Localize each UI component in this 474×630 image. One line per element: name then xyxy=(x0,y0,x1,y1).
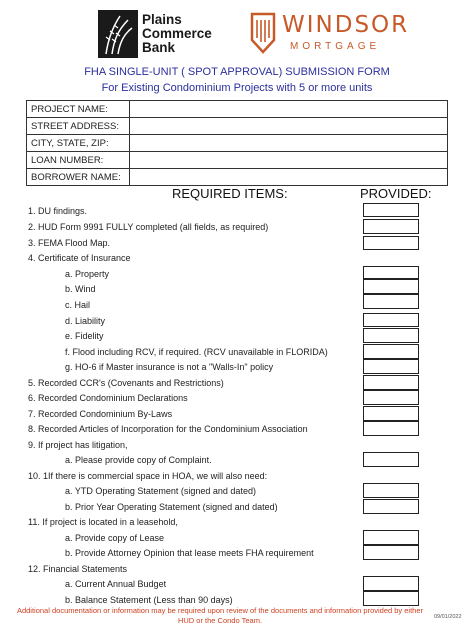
provided-box-8[interactable] xyxy=(363,421,419,436)
item-12b: b. Balance Statement (Less than 90 days) xyxy=(65,595,233,605)
street-address-field[interactable] xyxy=(130,118,448,135)
provided-box-4b[interactable] xyxy=(363,278,419,294)
item-10a: a. YTD Operating Statement (signed and dated) xyxy=(65,486,256,496)
logo-line: Commerce xyxy=(142,26,212,41)
item-12a: a. Current Annual Budget xyxy=(65,579,167,589)
item-11: 11. If project is located in a leasehold, xyxy=(28,517,178,527)
header-logos xyxy=(0,8,474,60)
provided-box-12a[interactable] xyxy=(363,576,419,591)
item-4e: e. Fidelity xyxy=(65,331,104,341)
item-9a: a. Please provide copy of Complaint. xyxy=(65,455,212,465)
item-4a: a. Property xyxy=(65,269,110,279)
item-8: 8. Recorded Articles of Incorporation for the Condominium Association xyxy=(28,424,308,434)
loan-number-field[interactable] xyxy=(130,152,448,169)
project-name-field[interactable] xyxy=(130,101,448,118)
item-12: 12. Financial Statements xyxy=(28,564,128,574)
provided-box-3[interactable] xyxy=(363,236,419,250)
plains-commerce-bank-logo xyxy=(98,10,228,62)
provided-box-11a[interactable] xyxy=(363,530,419,545)
item-10: 10. 1If there is commercial space in HOA, we will also need: xyxy=(28,471,268,481)
provided-box-7[interactable] xyxy=(363,406,419,421)
logo-line: Bank xyxy=(142,40,176,55)
windsor-mortgage-logo xyxy=(250,10,410,62)
provided-box-12b[interactable] xyxy=(363,591,419,606)
info-row xyxy=(27,152,448,169)
info-row xyxy=(27,169,448,186)
provided-box-11b[interactable] xyxy=(363,545,419,560)
item-6: 6. Recorded Condominium Declarations xyxy=(28,393,188,403)
provided-box-5[interactable] xyxy=(363,375,419,390)
provided-box-4g[interactable] xyxy=(363,359,419,374)
form-subtitle: For Existing Condominium Projects with 5 or more units xyxy=(101,82,373,94)
project-name-label: PROJECT NAME: xyxy=(27,101,130,118)
info-row xyxy=(27,118,448,135)
loan-number-label: LOAN NUMBER: xyxy=(27,152,130,169)
item-3: 3. FEMA Flood Map. xyxy=(28,238,111,248)
info-row xyxy=(27,135,448,152)
provided-box-6[interactable] xyxy=(363,390,419,405)
project-info-table xyxy=(26,100,448,186)
provided-box-10a[interactable] xyxy=(363,483,419,498)
date-stamp: 09/01/2022 xyxy=(434,614,462,620)
wheat-icon xyxy=(98,10,138,58)
provided-box-9a[interactable] xyxy=(363,452,419,467)
windsor-sub: MORTGAGE xyxy=(290,41,381,52)
item-7: 7. Recorded Condominium By-Laws xyxy=(28,409,173,419)
item-4g: g. HO-6 if Master insurance is not a "Walls-In" policy xyxy=(65,362,274,372)
item-4b: b. Wind xyxy=(65,284,96,294)
item-1: 1. DU findings. xyxy=(28,206,88,216)
item-4: 4. Certificate of Insurance xyxy=(28,253,131,263)
provided-box-4d[interactable] xyxy=(363,313,419,327)
item-9: 9. If project has litigation, xyxy=(28,440,128,450)
item-10b: b. Prior Year Operating Statement (signed and dated) xyxy=(65,502,278,512)
logo-line: Plains xyxy=(142,12,182,27)
item-2: 2. HUD Form 9991 FULLY completed (all fields, as required) xyxy=(28,222,269,232)
borrower-name-field[interactable] xyxy=(130,169,448,186)
item-5: 5. Recorded CCR's (Covenants and Restrictions) xyxy=(28,378,224,388)
provided-box-4f[interactable] xyxy=(363,344,419,359)
provided-box-4e[interactable] xyxy=(363,328,419,343)
provided-box-10b[interactable] xyxy=(363,499,419,514)
required-items-heading: REQUIRED ITEMS: xyxy=(172,186,288,201)
info-row xyxy=(27,101,448,118)
borrower-name-label: BORROWER NAME: xyxy=(27,169,130,186)
tower-icon xyxy=(250,12,276,54)
item-11b: b. Provide Attorney Opinion that lease meets FHA requirement xyxy=(65,548,314,558)
provided-box-4c[interactable] xyxy=(363,294,419,309)
item-4c: c. Hail xyxy=(65,300,91,310)
city-state-zip-label: CITY, STATE, ZIP: xyxy=(27,135,130,152)
windsor-name: WINDSOR xyxy=(282,12,410,38)
street-address-label: STREET ADDRESS: xyxy=(27,118,130,135)
item-11a: a. Provide copy of Lease xyxy=(65,533,165,543)
footer-note: Additional documentation or information may be required upon review of the documents and information provided by either HUD or the Condo Team. xyxy=(16,606,424,625)
city-state-zip-field[interactable] xyxy=(130,135,448,152)
item-4d: d. Liability xyxy=(65,316,106,326)
item-4f: f. Flood including RCV, if required. (RCV unavailable in FLORIDA) xyxy=(65,347,328,357)
form-title: FHA SINGLE-UNIT ( SPOT APPROVAL) SUBMISSION FORM xyxy=(84,66,390,78)
provided-box-2[interactable] xyxy=(363,219,419,234)
provided-box-1[interactable] xyxy=(363,203,419,217)
provided-heading: PROVIDED: xyxy=(360,186,432,201)
